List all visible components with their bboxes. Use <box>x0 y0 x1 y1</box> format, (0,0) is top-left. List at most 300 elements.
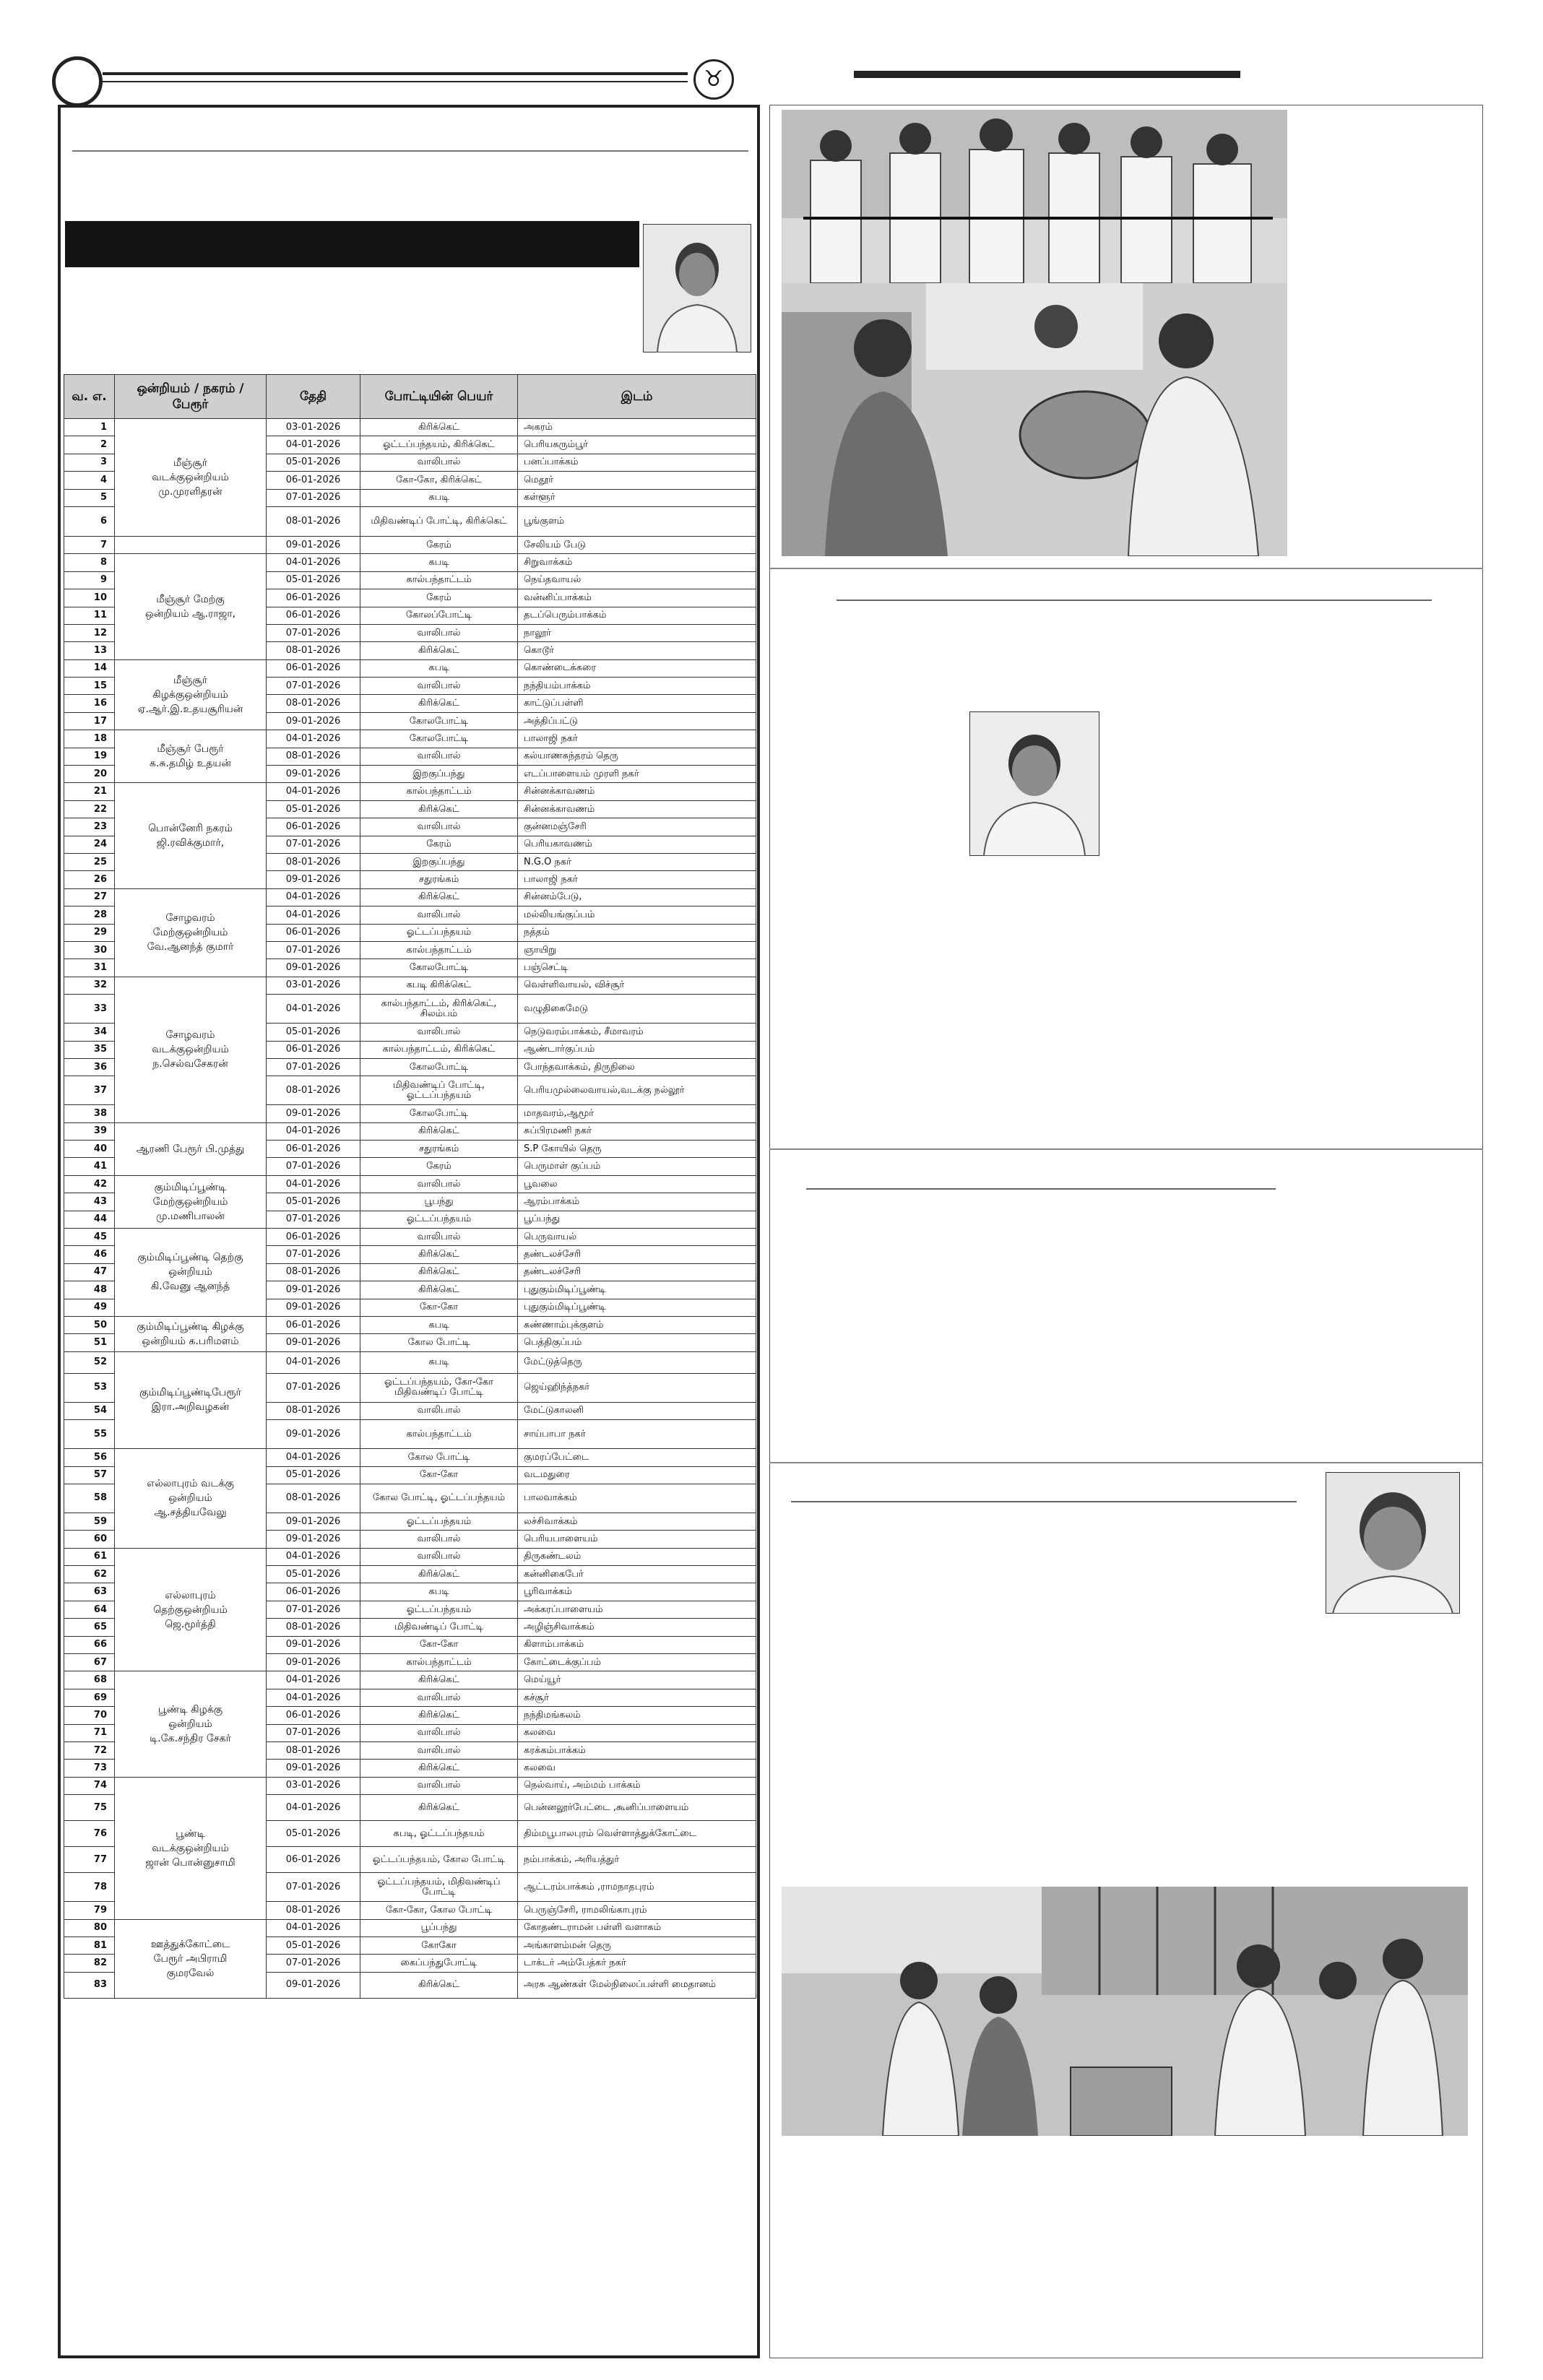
place-cell: S.P கோயில் தெரு <box>518 1141 756 1158</box>
date-cell: 06-01-2026 <box>267 607 360 624</box>
union-cell <box>115 730 267 783</box>
sport-cell: கால்பந்தாட்டம், கிரிக்கெட், சிலம்பம் <box>360 995 518 1024</box>
column-divider <box>769 568 1483 569</box>
place-cell: நம்பாக்கம், அரியத்துர் <box>518 1847 756 1873</box>
serial-cell: 78 <box>64 1873 115 1902</box>
union-line: இரா.அறிவழகன் <box>151 1401 230 1414</box>
serial-cell: 53 <box>64 1373 115 1402</box>
serial-cell: 68 <box>64 1671 115 1689</box>
sport-cell: மிதிவண்டிப் போட்டி, கிரிக்கெட் <box>360 506 518 536</box>
table-row <box>64 554 756 571</box>
union-line: வடக்குஒன்றியம் <box>152 1842 229 1854</box>
place-cell: சேலியம் பேடு <box>518 536 756 553</box>
sport-cell: கோ-கோ <box>360 1466 518 1484</box>
sport-cell: ஓட்டப்பந்தயம் <box>360 1211 518 1228</box>
table-row <box>64 1175 756 1193</box>
sport-cell: வாலிபால் <box>360 624 518 641</box>
date-cell: 05-01-2026 <box>267 1937 360 1954</box>
sport-cell: கபடி <box>360 489 518 506</box>
date-cell: 09-01-2026 <box>267 1531 360 1548</box>
date-cell: 06-01-2026 <box>267 589 360 607</box>
date-cell: 09-01-2026 <box>267 1420 360 1449</box>
serial-cell: 31 <box>64 959 115 977</box>
table-row <box>64 1919 756 1937</box>
serial-cell: 80 <box>64 1919 115 1937</box>
table-row <box>64 1316 756 1333</box>
date-cell: 09-01-2026 <box>267 1760 360 1777</box>
serial-cell: 21 <box>64 783 115 800</box>
health-camp-photo <box>782 1887 1468 2136</box>
col-header-sport: போட்டியின் பெயர் <box>360 375 518 419</box>
serial-cell: 63 <box>64 1583 115 1601</box>
date-cell: 06-01-2026 <box>267 1707 360 1724</box>
sport-cell: வாலிபால் <box>360 1531 518 1548</box>
union-cell <box>115 1671 267 1777</box>
serial-cell: 19 <box>64 748 115 765</box>
date-cell: 05-01-2026 <box>267 1466 360 1484</box>
date-cell: 07-01-2026 <box>267 1601 360 1618</box>
union-line: ஒன்றியம் <box>168 1718 212 1731</box>
sport-cell: கிரிக்கெட் <box>360 888 518 906</box>
date-cell: 04-01-2026 <box>267 1122 360 1140</box>
date-cell: 05-01-2026 <box>267 1566 360 1583</box>
place-cell: கலவை <box>518 1724 756 1741</box>
date-cell: 09-01-2026 <box>267 1299 360 1316</box>
place-cell: பாலவாக்கம் <box>518 1484 756 1513</box>
place-cell: அழிஞ்சிவாக்கம் <box>518 1619 756 1636</box>
union-line: கி.வேனு ஆனந்த் <box>150 1281 230 1293</box>
place-cell: காட்டுப்பள்ளி <box>518 695 756 712</box>
place-cell: கலவை <box>518 1760 756 1777</box>
serial-cell: 18 <box>64 730 115 748</box>
place-cell: கொடூர் <box>518 642 756 659</box>
serial-cell: 11 <box>64 607 115 624</box>
table-body <box>64 419 756 1999</box>
sport-cell: கோலபோட்டி <box>360 712 518 730</box>
table-row <box>64 1449 756 1466</box>
date-cell: 04-01-2026 <box>267 1671 360 1689</box>
sport-cell: கிரிக்கெட் <box>360 1972 518 1998</box>
date-cell: 04-01-2026 <box>267 436 360 454</box>
sport-cell: கால்பந்தாட்டம் <box>360 571 518 589</box>
sport-cell: கோலபோட்டி <box>360 1058 518 1076</box>
place-cell: அகரம் <box>518 419 756 436</box>
sport-cell: கபடி கிரிக்கெட் <box>360 977 518 994</box>
sport-cell: சதுரங்கம் <box>360 871 518 888</box>
serial-cell: 71 <box>64 1724 115 1741</box>
date-cell: 09-01-2026 <box>267 1972 360 1998</box>
sport-cell: கோல போட்டி <box>360 1449 518 1466</box>
serial-cell: 83 <box>64 1972 115 1998</box>
table-row <box>64 1351 756 1373</box>
place-cell: சின்னக்காவணம் <box>518 783 756 800</box>
union-line: மு.மணிபாலன் <box>155 1210 225 1222</box>
serial-cell: 55 <box>64 1420 115 1449</box>
place-cell: பெரியகரும்பூர் <box>518 436 756 454</box>
place-cell: சின்னக்காவணம் <box>518 800 756 818</box>
date-cell: 07-01-2026 <box>267 1373 360 1402</box>
serial-cell: 48 <box>64 1281 115 1299</box>
place-cell: ஆண்டார்குப்பம் <box>518 1041 756 1058</box>
place-cell: பஞ்செட்டி <box>518 959 756 977</box>
union-line: மீஞ்சூர் <box>173 456 208 469</box>
serial-cell: 15 <box>64 678 115 695</box>
date-cell: 09-01-2026 <box>267 1654 360 1671</box>
sport-cell: வாலிபால் <box>360 1548 518 1565</box>
serial-cell: 47 <box>64 1263 115 1281</box>
sport-cell: கோல போட்டி, ஓட்டப்பந்தயம் <box>360 1484 518 1513</box>
place-cell: வன்னிப்பாக்கம் <box>518 589 756 607</box>
sport-cell: கிரிக்கெட் <box>360 800 518 818</box>
table-row <box>64 419 756 436</box>
article-headline-rule <box>806 1188 1276 1190</box>
sport-cell: கிரிக்கெட் <box>360 1263 518 1281</box>
sport-cell: கேரம் <box>360 589 518 607</box>
sport-cell: ஓட்டப்பந்தயம் <box>360 1601 518 1618</box>
place-cell: கோட்டைக்குப்பம் <box>518 1654 756 1671</box>
sport-cell: கோ-கோ <box>360 1299 518 1316</box>
union-cell <box>115 783 267 888</box>
date-cell: 03-01-2026 <box>267 977 360 994</box>
sport-cell: இறகுப்பந்து <box>360 853 518 870</box>
food-distribution-photo <box>782 283 1287 556</box>
place-cell: கோதண்டராமன் பள்ளி வளாகம் <box>518 1919 756 1937</box>
date-cell: 03-01-2026 <box>267 1777 360 1794</box>
union-cell <box>115 1229 267 1317</box>
place-cell: ஆரம்பாக்கம் <box>518 1193 756 1211</box>
place-cell: பாலாஜி நகர் <box>518 730 756 748</box>
col-header-place: இடம் <box>518 375 756 419</box>
serial-cell: 39 <box>64 1122 115 1140</box>
union-cell <box>115 1122 267 1175</box>
date-cell: 09-01-2026 <box>267 959 360 977</box>
place-cell: கல்யாணசுந்தரம் தெரு <box>518 748 756 765</box>
place-cell: கிளாம்பாக்கம் <box>518 1636 756 1653</box>
sport-cell: கபடி <box>360 659 518 677</box>
sports-schedule-table-wrap <box>64 374 756 1999</box>
sport-cell: கோ-கோ, கோல போட்டி <box>360 1902 518 1919</box>
serial-cell: 65 <box>64 1619 115 1636</box>
date-cell: 06-01-2026 <box>267 659 360 677</box>
sport-cell: கபடி <box>360 1351 518 1373</box>
serial-cell: 30 <box>64 941 115 959</box>
place-cell: பென்னலூர்பேட்டை ,கூனிப்பாளையம் <box>518 1795 756 1821</box>
serial-cell: 75 <box>64 1795 115 1821</box>
serial-cell: 36 <box>64 1058 115 1076</box>
union-cell <box>115 1316 267 1351</box>
serial-cell: 58 <box>64 1484 115 1513</box>
place-cell: லச்சிவாக்கம் <box>518 1513 756 1530</box>
serial-cell: 29 <box>64 924 115 941</box>
union-line: க.சு.தமிழ் உதயன் <box>149 758 231 770</box>
place-cell: நெல்வாய், அம்மம் பாக்கம் <box>518 1777 756 1794</box>
table-row <box>64 783 756 800</box>
place-cell: நாலூர் <box>518 624 756 641</box>
sport-cell: கேரம் <box>360 536 518 553</box>
serial-cell: 27 <box>64 888 115 906</box>
table-row <box>64 659 756 677</box>
date-cell: 04-01-2026 <box>267 1449 360 1466</box>
serial-cell: 7 <box>64 536 115 553</box>
union-line: மீஞ்சூர் <box>173 674 208 686</box>
serial-cell: 54 <box>64 1402 115 1419</box>
serial-cell: 62 <box>64 1566 115 1583</box>
article-headline-rule <box>837 600 1432 601</box>
sport-cell: கிரிக்கெட் <box>360 1795 518 1821</box>
place-cell: கன்னிகைபேர் <box>518 1566 756 1583</box>
article-title-band <box>65 221 639 267</box>
table-row <box>64 730 756 748</box>
sport-cell: கோலப்போட்டி <box>360 607 518 624</box>
sport-cell: பூப்பந்து <box>360 1919 518 1937</box>
date-cell: 08-01-2026 <box>267 695 360 712</box>
union-line: வே.ஆனந்த் குமார் <box>147 941 234 953</box>
place-cell: பெருஞ்சேரி, ராமலிங்காபுரம் <box>518 1902 756 1919</box>
date-cell: 08-01-2026 <box>267 748 360 765</box>
place-cell: சுண்ணாம்புக்குளம் <box>518 1316 756 1333</box>
table-row <box>64 1229 756 1246</box>
serial-cell: 3 <box>64 454 115 471</box>
date-cell: 09-01-2026 <box>267 1513 360 1530</box>
serial-cell: 51 <box>64 1334 115 1351</box>
date-cell: 06-01-2026 <box>267 472 360 489</box>
place-cell: நந்திமங்கலம் <box>518 1707 756 1724</box>
sport-cell: கோலபோட்டி <box>360 959 518 977</box>
sport-cell: மிதிவண்டிப் போட்டி <box>360 1619 518 1636</box>
serial-cell: 22 <box>64 800 115 818</box>
date-cell: 05-01-2026 <box>267 1024 360 1041</box>
place-cell: வழுதிகைமேடு <box>518 995 756 1024</box>
sport-cell: கிரிக்கெட் <box>360 1246 518 1263</box>
place-cell: அக்கரப்பாளையம் <box>518 1601 756 1618</box>
date-cell: 06-01-2026 <box>267 818 360 836</box>
place-cell: சின்னம்பேடு, <box>518 888 756 906</box>
date-cell: 08-01-2026 <box>267 1902 360 1919</box>
sport-cell: கேரம் <box>360 1158 518 1175</box>
sport-cell: வாலிபால் <box>360 1777 518 1794</box>
union-line: ஜி.ரவிக்குமார், <box>156 837 225 849</box>
union-line: மீஞ்சூர் பேரூர் <box>157 743 224 756</box>
place-cell: சாய்பாபா நகர் <box>518 1420 756 1449</box>
place-cell: தண்டலச்சேரி <box>518 1246 756 1263</box>
union-line: டி.கே.சந்திர சேகர் <box>150 1733 231 1745</box>
article-headline-rule <box>791 1501 1297 1502</box>
date-cell: 07-01-2026 <box>267 678 360 695</box>
sport-cell: கால்பந்தாட்டம் <box>360 941 518 959</box>
serial-cell: 57 <box>64 1466 115 1484</box>
union-cell <box>115 1449 267 1549</box>
union-cell <box>115 977 267 1122</box>
sport-cell: ஓட்டப்பந்தயம், கிரிக்கெட் <box>360 436 518 454</box>
sport-cell: கால்பந்தாட்டம் <box>360 1420 518 1449</box>
col-header-serial: வ. எ. <box>64 375 115 419</box>
serial-cell: 66 <box>64 1636 115 1653</box>
union-line: பேரூர் அபிராமி <box>153 1952 228 1965</box>
masthead-rule-thin <box>103 81 688 82</box>
date-cell: 08-01-2026 <box>267 642 360 659</box>
serial-cell: 6 <box>64 506 115 536</box>
sport-cell: வாலிபால் <box>360 906 518 924</box>
place-cell: ஆட்டரம்பாக்கம் ,ராமநாதபுரம் <box>518 1873 756 1902</box>
date-cell: 04-01-2026 <box>267 783 360 800</box>
sport-cell: கபடி <box>360 1316 518 1333</box>
leader-portrait-photo <box>643 224 751 352</box>
place-cell: வெள்ளிவாயல், விச்சூர் <box>518 977 756 994</box>
place-cell: பூவலை <box>518 1175 756 1193</box>
masthead-rule <box>103 72 688 75</box>
place-cell: புதுகும்மிடிப்பூண்டி <box>518 1281 756 1299</box>
serial-cell: 59 <box>64 1513 115 1530</box>
union-line: மேற்குஒன்றியம் <box>152 1195 228 1208</box>
table-row <box>64 1122 756 1140</box>
serial-cell: 38 <box>64 1105 115 1122</box>
date-cell: 07-01-2026 <box>267 1955 360 1972</box>
place-cell: மல்லியங்குப்பம் <box>518 906 756 924</box>
union-line: குமரவேல் <box>166 1967 215 1979</box>
place-cell: N.G.O நகர் <box>518 853 756 870</box>
serial-cell: 17 <box>64 712 115 730</box>
union-cell <box>115 419 267 537</box>
place-cell: தண்டலச்சேரி <box>518 1263 756 1281</box>
place-cell: கொண்டைக்கரை <box>518 659 756 677</box>
place-cell: தடப்பெரும்பாக்கம் <box>518 607 756 624</box>
sport-cell: கிரிக்கெட் <box>360 1671 518 1689</box>
date-cell: 07-01-2026 <box>267 941 360 959</box>
table-row <box>64 977 756 994</box>
date-cell: 05-01-2026 <box>267 454 360 471</box>
union-cell <box>115 1919 267 1998</box>
masthead-bar <box>854 71 1240 78</box>
place-cell: கச்சூர் <box>518 1689 756 1706</box>
masthead-circle <box>52 56 103 107</box>
serial-cell: 1 <box>64 419 115 436</box>
place-cell: குன்னமஞ்சேரி <box>518 818 756 836</box>
place-cell: அத்திப்பட்டு <box>518 712 756 730</box>
column-divider <box>769 1462 1483 1463</box>
serial-cell: 64 <box>64 1601 115 1618</box>
union-line: கும்மிடிப்பூண்டி தெற்கு <box>137 1252 243 1264</box>
union-line: ஒன்றியம் <box>168 1266 212 1278</box>
sport-cell: கிரிக்கெட் <box>360 1707 518 1724</box>
table-row <box>64 1671 756 1689</box>
union-line: ஆ.சத்தியவேலு <box>154 1507 227 1519</box>
serial-cell: 61 <box>64 1548 115 1565</box>
ribbon-cutting-photo <box>782 110 1287 283</box>
place-cell: பனப்பாக்கம் <box>518 454 756 471</box>
union-line: ஊத்துக்கோட்டை <box>150 1938 230 1950</box>
date-cell: 05-01-2026 <box>267 571 360 589</box>
serial-cell: 24 <box>64 836 115 853</box>
table-row <box>64 1548 756 1565</box>
place-cell: பூப்பந்து <box>518 1211 756 1228</box>
sport-cell: வாலிபால் <box>360 1175 518 1193</box>
serial-cell: 25 <box>64 853 115 870</box>
place-cell: திம்மபூபாலபுரம் வெள்ளாத்துக்கோட்டை <box>518 1821 756 1847</box>
serial-cell: 81 <box>64 1937 115 1954</box>
sport-cell: கேரம் <box>360 836 518 853</box>
date-cell: 09-01-2026 <box>267 536 360 553</box>
date-cell: 07-01-2026 <box>267 1158 360 1175</box>
official-portrait-photo <box>1326 1472 1460 1614</box>
sport-cell: வாலிபால் <box>360 1742 518 1760</box>
date-cell: 08-01-2026 <box>267 1076 360 1105</box>
serial-cell: 34 <box>64 1024 115 1041</box>
serial-cell: 50 <box>64 1316 115 1333</box>
date-cell: 08-01-2026 <box>267 1742 360 1760</box>
place-cell: சுப்பிரமணி நகர் <box>518 1122 756 1140</box>
serial-cell: 35 <box>64 1041 115 1058</box>
date-cell: 04-01-2026 <box>267 1351 360 1373</box>
serial-cell: 72 <box>64 1742 115 1760</box>
date-cell: 05-01-2026 <box>267 1821 360 1847</box>
date-cell: 04-01-2026 <box>267 888 360 906</box>
serial-cell: 37 <box>64 1076 115 1105</box>
serial-cell: 32 <box>64 977 115 994</box>
serial-cell: 44 <box>64 1211 115 1228</box>
sport-cell: ஓட்டப்பந்தயம் <box>360 1513 518 1530</box>
table-row <box>64 1777 756 1794</box>
union-cell <box>115 888 267 977</box>
sport-cell: ஓட்டப்பந்தயம், கோ-கோ மிதிவண்டிப் போட்டி <box>360 1373 518 1402</box>
union-cell <box>115 1351 267 1448</box>
union-cell <box>115 1548 267 1671</box>
serial-cell: 43 <box>64 1193 115 1211</box>
bull-emblem-icon: ♉ <box>693 59 734 100</box>
sport-cell: வாலிபால் <box>360 1402 518 1419</box>
union-cell <box>115 1777 267 1919</box>
union-line: ஜெ.மூர்த்தி <box>165 1618 216 1630</box>
date-cell: 07-01-2026 <box>267 489 360 506</box>
sport-cell: கிரிக்கெட் <box>360 1760 518 1777</box>
place-cell: அங்காளம்மன் தெரு <box>518 1937 756 1954</box>
date-cell: 07-01-2026 <box>267 624 360 641</box>
date-cell: 09-01-2026 <box>267 766 360 783</box>
sport-cell: கிரிக்கெட் <box>360 419 518 436</box>
serial-cell: 69 <box>64 1689 115 1706</box>
date-cell: 04-01-2026 <box>267 554 360 571</box>
sport-cell: வாலிபால் <box>360 1024 518 1041</box>
sport-cell: கிரிக்கெட் <box>360 695 518 712</box>
serial-cell: 33 <box>64 995 115 1024</box>
date-cell: 04-01-2026 <box>267 1175 360 1193</box>
place-cell: மாதவரம்,ஆமூர் <box>518 1105 756 1122</box>
date-cell: 09-01-2026 <box>267 871 360 888</box>
date-cell: 05-01-2026 <box>267 800 360 818</box>
col-header-date: தேதி <box>267 375 360 419</box>
place-cell: பாலாஜி நகர் <box>518 871 756 888</box>
date-cell: 08-01-2026 <box>267 506 360 536</box>
date-cell: 09-01-2026 <box>267 1105 360 1122</box>
serial-cell: 26 <box>64 871 115 888</box>
sport-cell: வாலிபால் <box>360 1724 518 1741</box>
place-cell: பெருவாயல் <box>518 1229 756 1246</box>
place-cell: பெரியகாவணம் <box>518 836 756 853</box>
serial-cell: 8 <box>64 554 115 571</box>
serial-cell: 79 <box>64 1902 115 1919</box>
date-cell: 07-01-2026 <box>267 1724 360 1741</box>
place-cell: பெத்திகுப்பம் <box>518 1334 756 1351</box>
place-cell: மெய்யூர் <box>518 1671 756 1689</box>
union-line: வடக்குஒன்றியம் <box>152 471 229 483</box>
serial-cell: 9 <box>64 571 115 589</box>
place-cell: மேட்டுகாலனி <box>518 1402 756 1419</box>
sport-cell: ஓட்டப்பந்தயம் <box>360 924 518 941</box>
serial-cell: 2 <box>64 436 115 454</box>
union-line: கிழக்குஒன்றியம் <box>152 688 228 701</box>
sports-schedule-table <box>64 374 756 1999</box>
place-cell: குமரப்பேட்டை <box>518 1449 756 1466</box>
sport-cell: கிரிக்கெட் <box>360 1281 518 1299</box>
